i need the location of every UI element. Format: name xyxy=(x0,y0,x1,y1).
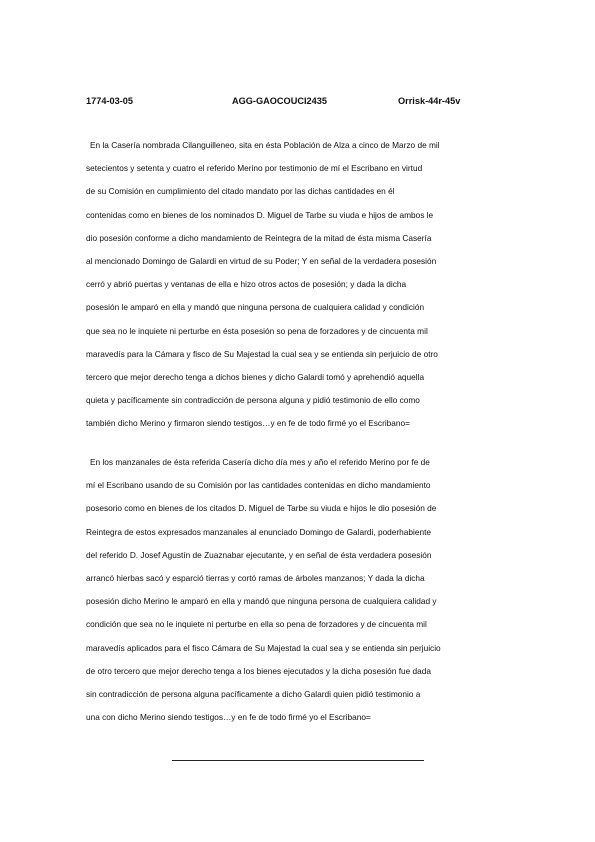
paragraph-line: maravedís aplicados para el fisco Cámara de Su Majestad la cual sea y se entienda sin perjuicio xyxy=(86,642,441,653)
paragraph-line: al mencionado Domingo de Galardi en virtud de su Poder; Y en señal de la verdadera posesión xyxy=(86,255,437,266)
closing-rule xyxy=(172,760,424,761)
paragraph-line: maravedís para la Cámara y fisco de Su Majestad la cual sea y se entienda sin perjuicio de otro xyxy=(86,348,438,359)
paragraph-line: setecientos y setenta y cuatro el referido Merino por testimonio de mí el Escribano en virtud xyxy=(86,163,423,174)
paragraph-line: sin contradicción de persona alguna pacíficamente a dicho Galardi quien pidió testimonio a xyxy=(86,688,421,699)
document-date: 1774-03-05 xyxy=(86,96,133,106)
paragraph-line: En la Casería nombrada Cilanguilleneo, sita en ésta Población de Alza a cinco de Marzo de mil xyxy=(90,140,440,150)
folio-reference: Orrisk-44r-45v xyxy=(398,96,461,106)
paragraph-line: tercero que mejor derecho tenga a dichos bienes y dicho Galardi tomó y aprehendió aquella xyxy=(86,371,425,382)
paragraph-line: cerró y abrió puertas y ventanas de ella e hizo otros actos de posesión; y dada la dicha xyxy=(86,279,407,290)
paragraph-line: dio posesión conforme a dicho mandamiento de Reintegra de la mitad de ésta misma Casería xyxy=(86,232,432,243)
paragraph-line: posesión le amparó en ella y mandó que ninguna persona de cualquiera calidad y condición xyxy=(86,302,425,313)
paragraph-line: que sea no le inquiete ni perturbe en ésta posesión so pena de forzadores y de cincuenta mil xyxy=(86,325,428,336)
paragraph-line: de su Comisión en cumplimiento del citado mandato por las dichas cantidades en él xyxy=(86,186,395,197)
paragraph-line: también dicho Merino y firmaron siendo testigos…y en fe de todo firmé yo el Escribano= xyxy=(86,418,410,429)
paragraph-manzanales-possession xyxy=(86,456,512,734)
paragraph-line: del referido D. Josef Agustín de Zuaznabar ejecutante, y en señal de ésta verdadera posesión xyxy=(86,549,432,560)
paragraph-line: Reintegra de estos expresados manzanales al enunciado Domingo de Galardi, poderhabiente xyxy=(86,526,432,537)
paragraph-line: posesión dicho Merino le amparó en ella y mandó que ninguna persona de cualquiera calidad y xyxy=(86,596,437,607)
paragraph-line: arrancó hierbas sacó y esparció tierras y cortó ramas de árboles manzanos; Y dada la dicha xyxy=(86,572,425,583)
paragraph-line: En los manzanales de ésta referida Casería dicho día mes y año el referido Merino por fe de xyxy=(90,457,430,467)
paragraph-line: posesorio como en bienes de los citados D. Miguel de Tarbe su viuda e hijos le dio posesión de xyxy=(86,503,437,514)
paragraph-line: una con dicho Merino siendo testigos…y en fe de todo firmé yo el Escribano= xyxy=(86,712,371,723)
document-header xyxy=(86,96,526,110)
paragraph-line: condición que sea no le inquiete ni perturbe en ella so pena de forzadores y de cincuenta mil xyxy=(86,619,427,630)
paragraph-line: quieta y pacíficamente sin contradicción de persona alguna y pidió testimonio de ello como xyxy=(86,395,420,406)
archive-reference: AGG-GAOCOUCI2435 xyxy=(232,96,327,106)
paragraph-caseria-possession xyxy=(86,139,512,440)
paragraph-line: contenidas como en bienes de los nominados D. Miguel de Tarbe su viuda e hijos de ambos le xyxy=(86,209,434,220)
paragraph-line: de otro tercero que mejor derecho tenga a los bienes ejecutados y la dicha posesión fue dada xyxy=(86,665,432,676)
paragraph-line: mí el Escribano usando de su Comisión por las cantidades contenidas en dicho mandamiento xyxy=(86,480,431,491)
